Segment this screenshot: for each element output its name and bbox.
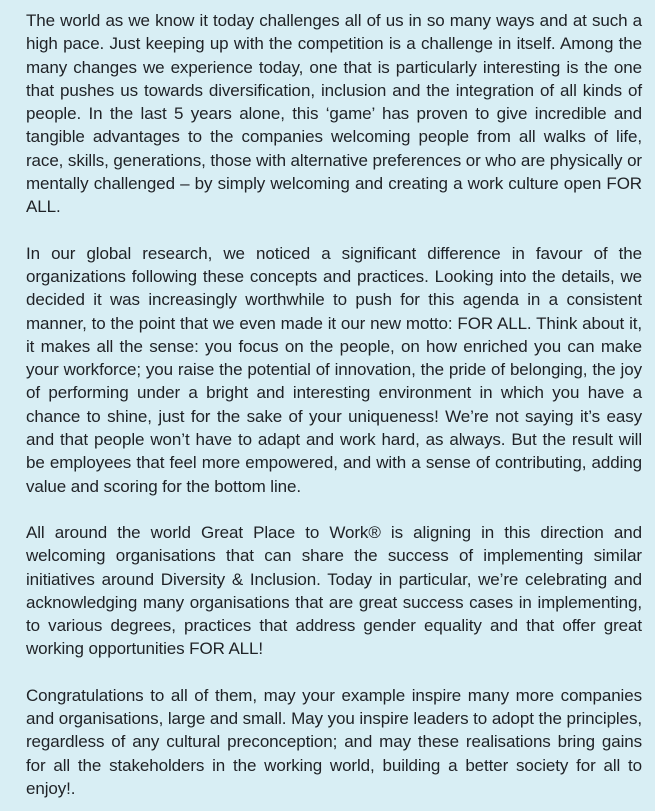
paragraph-2: In our global research, we noticed a significant difference in favour of the organizations following these concepts and practices. Looking into the details, we decided it was increasingly worthwhile to push for this agenda in a consistent manner, to the point that we even made it our new motto: FOR ALL. Think about it, it makes all the sense: you focus on the people, on how enriched you can make your workforce; you raise the potential of innovation, the pride of belonging, the joy of performing under a bright and interesting environment in which you have a chance to shine, just for the sake of your uniqueness! We’re not saying it’s easy and that people won’t have to adapt and work hard, as always. But the result will be employees that feel more empowered, and with a sense of contributing, adding value and scoring for the bottom line. [26,243,642,496]
paragraph-1: The world as we know it today challenges all of us in so many ways and at such a high pace. Just keeping up with the competition is a challenge in itself. Among the many changes we experience today, one that is particularly interesting is the one that pushes us towards diversification, inclusion and the integration of all kinds of people. In the last 5 years alone, this ‘game’ has proven to give incredible and tangible advantages to the companies welcoming people from all walks of life, race, skills, generations, those with alternative preferences or who are physically or mentally challenged – by simply welcoming and creating a work culture open FOR ALL. [26,11,642,217]
paragraph-3: All around the world Great Place to Work® is aligning in this direction and welcoming organisations that can share the success of implementing similar initiatives around Diversity & Inclusion. Today in particular, we’re celebrating and acknowledging many organisations that are great success cases in implementing, to various degrees, practices that address gender equality and that offer great working opportunities FOR ALL! [26,522,642,659]
paragraph-4: Congratulations to all of them, may your example inspire many more companies and organisations, large and small. May you inspire leaders to adopt the principles, regardless of any cultural preconception; and may these realisations bring gains for all the stakeholders in the working world, building a better society for all to enjoy!. [26,685,642,798]
